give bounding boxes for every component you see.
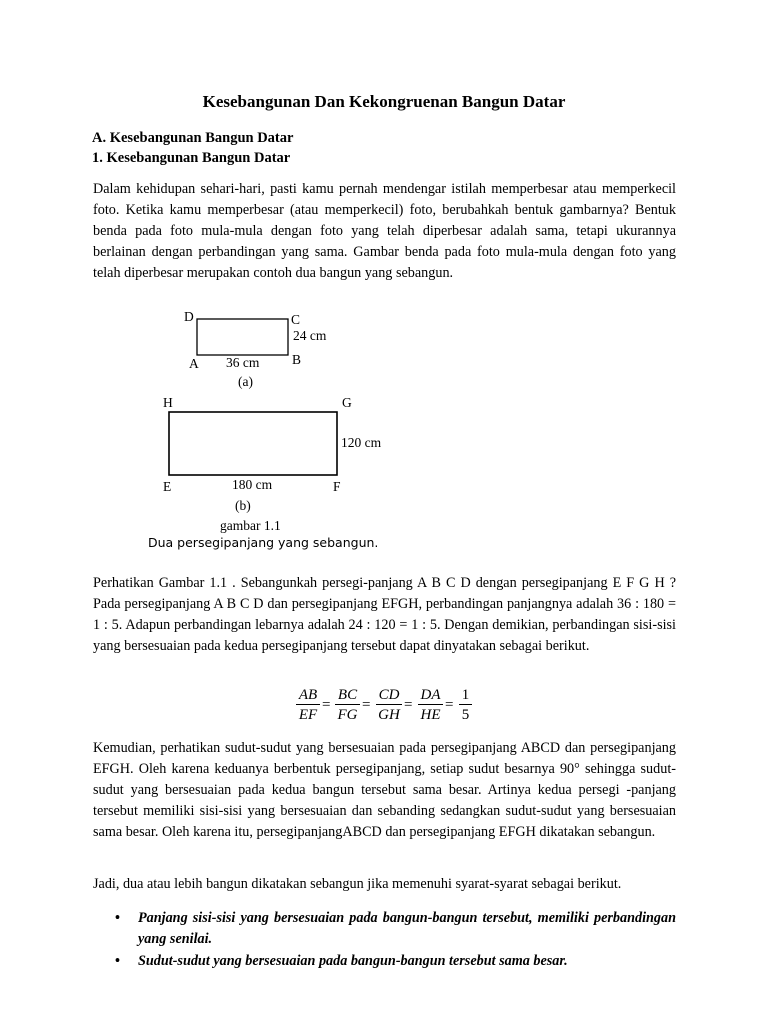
- fraction-numerator: DA: [418, 686, 443, 705]
- rectangle-abcd: [197, 319, 288, 355]
- fraction-numerator: 1: [459, 686, 472, 705]
- fraction-denominator: 5: [461, 707, 470, 723]
- vertex-b-label: B: [292, 352, 302, 367]
- fraction-numerator: AB: [296, 686, 320, 705]
- fraction-denominator: GH: [378, 707, 400, 723]
- bullet-icon: •: [115, 910, 120, 926]
- fraction-numerator: CD: [376, 686, 402, 705]
- side-bc-length-label: 24 cm: [293, 328, 327, 343]
- section-heading-a: A. Kesebangunan Bangun Datar: [92, 130, 294, 146]
- list-item: [93, 908, 676, 950]
- side-ab-length-label: 36 cm: [226, 355, 260, 370]
- vertex-d-label: D: [184, 309, 194, 324]
- fraction-one-fifth: [459, 686, 472, 725]
- list-item-text: Panjang sisi-sisi yang bersesuaian pada bangun-bangun tersebut, memiliki perbandingan yang senilai.: [138, 910, 676, 947]
- vertex-h-label: H: [163, 395, 173, 410]
- vertex-c-label: C: [291, 312, 301, 327]
- proportion-equation: [0, 686, 768, 730]
- fraction-denominator: HE: [420, 707, 441, 723]
- fraction-numerator: BC: [335, 686, 360, 705]
- vertex-g-label: G: [342, 395, 352, 410]
- fraction-denominator: EF: [298, 707, 318, 723]
- fraction-ab-ef: [296, 686, 320, 725]
- fraction-bc-fg: [335, 686, 360, 725]
- side-ef-length-label: 180 cm: [232, 477, 273, 492]
- equals-sign: =: [362, 697, 371, 713]
- figure-number: gambar 1.1: [220, 518, 281, 533]
- fraction-da-he: [418, 686, 443, 725]
- rectangle-efgh: [169, 412, 337, 475]
- fraction-cd-gh: [376, 686, 402, 725]
- vertex-e-label: E: [163, 479, 172, 494]
- page-title: Kesebangunan Dan Kekongruenan Bangun Datar: [202, 92, 566, 111]
- intro-paragraph: Dalam kehidupan sehari-hari, pasti kamu pernah mendengar istilah memperbesar atau memperkecil foto. Ketika kamu memperbesar (atau memperkecil) foto, berubahkah bentuk gambarnya? Bentuk benda pada foto mula-mula dengan foto yang telah diperbesar adalah sama, tetapi ukurannya berlainan dengan perbandingan yang sama. Gambar benda pada foto mula-mula dengan foto yang telah diperbesar merupakan contoh dua bangun yang sebangun.: [93, 181, 676, 281]
- vertex-f-label: F: [333, 479, 341, 494]
- section-heading-1: 1. Kesebangunan Bangun Datar: [92, 150, 291, 166]
- equals-sign: =: [322, 697, 331, 713]
- list-item: [93, 951, 676, 972]
- figure-caption: Dua persegipanjang yang sebangun.: [148, 535, 379, 550]
- angles-paragraph: Kemudian, perhatikan sudut-sudut yang bersesuaian pada persegipanjang ABCD dan persegipanjang EFGH. Oleh karena keduanya berbentuk persegipanjang, setiap sudut besarnya 90° sehingga sudut-sudut yang bersesuaian pada kedua bangun tersebut sama besar. Artinya kedua persegi -panjang tersebut memiliki sisi-sisi yang bersesuaian dan sebanding sedangkan sudut-sudut yang bersesuaian sama besar. Oleh karena itu, persegipanjangABCD dan persegipanjang EFGH dikatakan sebangun.: [93, 740, 676, 840]
- side-fg-length-label: 120 cm: [341, 435, 382, 450]
- list-item-text: Sudut-sudut yang bersesuaian pada bangun-bangun tersebut sama besar.: [138, 953, 568, 969]
- comparison-paragraph: Perhatikan Gambar 1.1 . Sebangunkah persegi-panjang A B C D dengan persegipanjang E F G H ? Pada persegipanjang A B C D dan persegipanjang EFGH, perbandingan panjangnya adalah 36 : 180 = 1 : 5. Adapun perbandingan lebarnya adalah 24 : 120 = 1 : 5. Dengan demikian, perbandingan sisi-sisi yang bersesuaian pada kedua persegipanjang tersebut dapat dinyatakan sebagai berikut.: [93, 575, 676, 654]
- vertex-a-label: A: [189, 356, 199, 371]
- conditions-list: [93, 908, 676, 973]
- bullet-icon: •: [115, 953, 120, 969]
- conditions-intro-paragraph: Jadi, dua atau lebih bangun dikatakan sebangun jika memenuhi syarat-syarat sebagai berikut.: [93, 876, 622, 892]
- equals-sign: =: [445, 697, 454, 713]
- fraction-denominator: FG: [337, 707, 358, 723]
- figure-a-sublabel: (a): [238, 374, 253, 389]
- equals-sign: =: [404, 697, 413, 713]
- figure-b-sublabel: (b): [235, 498, 251, 513]
